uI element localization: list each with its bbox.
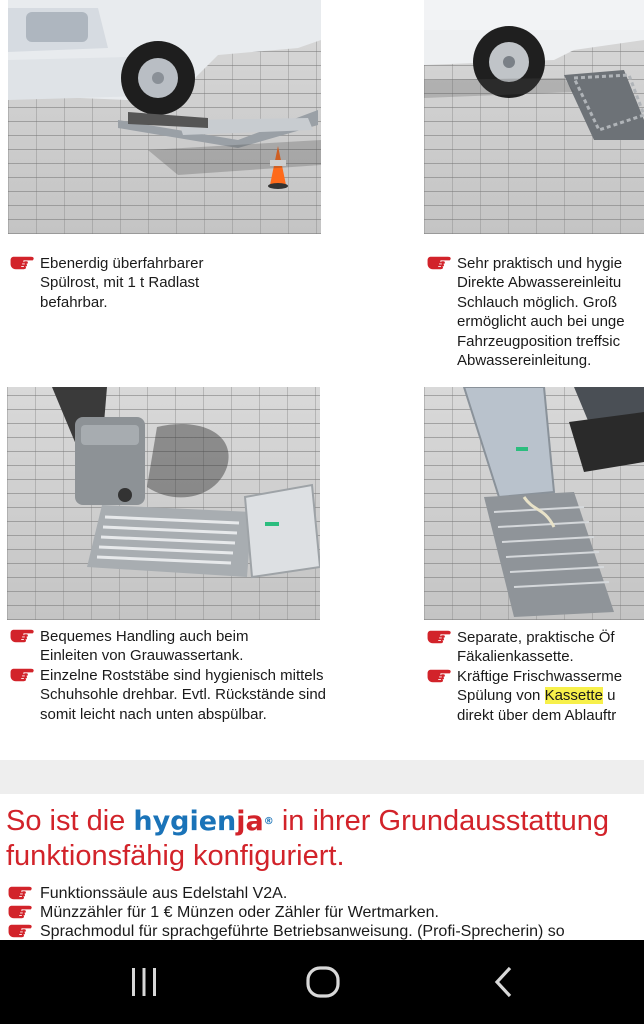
photo-camper-drive-over [8,0,321,234]
caption-line: Schlauch möglich. Groß [457,293,618,311]
back-icon [488,966,520,998]
pointing-hand-icon [425,629,455,645]
system-navigation-bar [0,940,644,1024]
pointing-hand-icon [6,885,36,901]
highlighted-word: Kassette [544,687,603,705]
caption-line: Schuhsohle drehbar. Evtl. Rückstände sind [40,686,327,704]
caption-line: Einzelne Roststäbe sind hygienisch mittels [8,666,326,685]
caption-line: Bequemes Handling auch beim [8,627,326,646]
headline-line-2: funktionsfähig konfiguriert. [6,840,345,872]
photo-greywater-tank [7,387,320,620]
photo-camper-over-grate [424,0,644,234]
pointing-hand-icon [6,904,36,920]
list-item: Funktionssäule aus Edelstahl V2A. [6,884,565,903]
brand-logo: hygienja® [133,806,274,837]
caption-line: Einleiten von Grauwassertank. [40,647,244,665]
pointing-hand-icon [8,628,38,644]
caption-line: befahrbar. [40,293,108,311]
caption-line: Sehr praktisch und hygie [425,254,625,273]
headline-line-1: So ist die hygienja® in ihrer Grundausstattung [6,805,610,837]
pointing-hand-icon [425,255,455,271]
caption-greywater [8,627,326,724]
caption-line: ermöglicht auch bei unge [457,313,625,331]
home-button[interactable] [293,958,353,1006]
caption-line: somit leicht nach unten abspülbar. [40,705,267,723]
caption-hygienic-drain [425,254,625,370]
list-item: Münzzähler für 1 € Münzen oder Zähler für Wertmarken. [6,903,565,922]
caption-drive-over-grate [8,254,203,312]
caption-line: Direkte Abwassereinleitu [457,274,622,292]
photo-cassette-flush [424,387,644,620]
caption-line: Separate, praktische Öf [425,628,622,647]
home-icon [305,964,341,1000]
caption-line: Fahrzeugposition treffsic [457,332,621,350]
pointing-hand-icon [6,923,36,939]
caption-line: Abwassereinleitung. [457,352,592,370]
caption-line: direkt über dem Ablauftr [457,706,617,724]
caption-line: Spülung von Kassette u [457,687,616,705]
caption-line: Spülrost, mit 1 t Radlast [40,274,200,292]
caption-line: Kräftige Frischwasserme [425,667,622,686]
pointing-hand-icon [8,667,38,683]
list-item: Sprachmodul für sprachgeführte Betriebsanweisung. (Profi-Sprecherin) so [6,922,565,940]
recent-apps-button[interactable] [114,958,174,1006]
back-button[interactable] [474,958,534,1006]
caption-cassette [425,628,622,725]
caption-line: Fäkalienkassette. [457,648,574,666]
recent-apps-icon [128,966,160,998]
section-headline [6,804,609,874]
pointing-hand-icon [8,255,38,271]
section-separator [0,760,644,794]
feature-list [6,884,565,940]
caption-line: Ebenerdig überfahrbarer [8,254,203,273]
pointing-hand-icon [425,668,455,684]
